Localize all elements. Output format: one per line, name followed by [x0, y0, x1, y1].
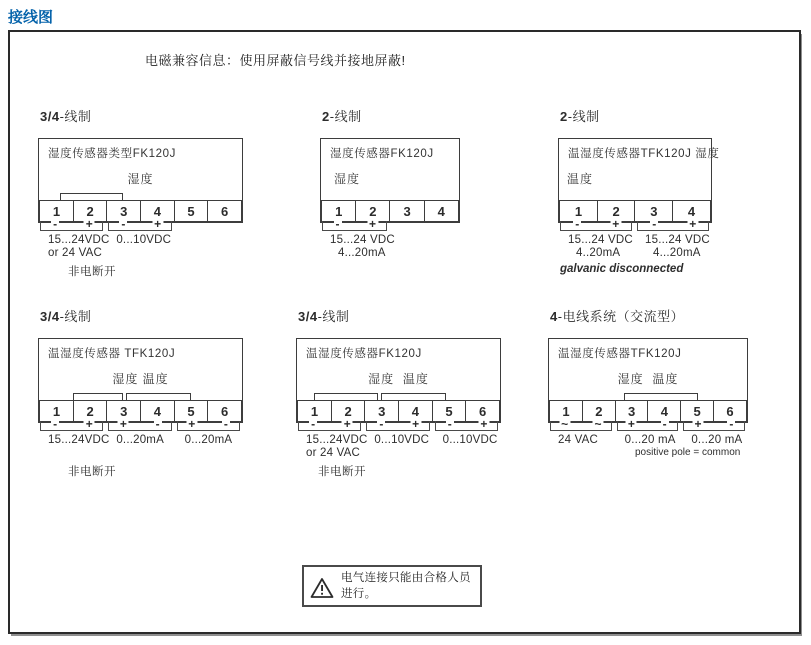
polarity-sign: +: [85, 217, 93, 231]
page-title: 接线图: [8, 9, 54, 26]
warning-triangle-icon: [310, 577, 334, 599]
diagram-note: galvanic disconnected: [560, 263, 684, 275]
sensor-box: [548, 338, 748, 423]
terminal-1: 1: [297, 400, 332, 422]
terminal-6: 6: [713, 400, 747, 422]
polarity-sign: ~: [594, 417, 602, 431]
polarity-sign: -: [335, 217, 340, 231]
terminal-3: 3: [106, 400, 141, 422]
sensor-box-title: 湿度传感器类型FK120J: [48, 148, 176, 160]
diagram-heading-prefix: 2: [322, 109, 330, 124]
channel-label: 湿度 温度: [112, 372, 169, 386]
diagram-note: 非电断开: [318, 466, 366, 478]
diagram-note: 非电断开: [68, 266, 116, 278]
supply-label: 4...20mA: [338, 247, 386, 259]
connection-annotations: [38, 417, 243, 491]
diagram-heading-suffix: -电线系统（交流型）: [557, 309, 685, 324]
terminal-1: 1: [559, 200, 598, 222]
diagram-heading: [40, 306, 91, 325]
diagram-heading-suffix: -线制: [59, 109, 92, 124]
connection-annotations: [548, 417, 748, 491]
terminal-4: 4: [140, 400, 175, 422]
diagram-heading-prefix: 2: [560, 109, 568, 124]
supply-label: 0...10VDC: [442, 434, 498, 446]
terminal-1: 1: [39, 400, 74, 422]
polarity-sign: -: [53, 417, 58, 431]
polarity-sign: +: [689, 217, 697, 231]
polarity-sign: +: [343, 417, 351, 431]
terminal-2: 2: [597, 200, 636, 222]
sensor-box-title: 温湿度传感器FK120J: [306, 348, 422, 360]
terminal-2: 2: [73, 400, 108, 422]
wiring-diagram: [38, 306, 243, 491]
polarity-sign: -: [223, 417, 228, 431]
supply-label: 0...20 mA: [624, 434, 676, 446]
polarity-sign: -: [53, 217, 58, 231]
diagram-note: 非电断开: [68, 466, 116, 478]
sensor-box: [38, 338, 243, 423]
polarity-sign: +: [368, 217, 377, 231]
wiring-diagram: [38, 106, 243, 291]
polarity-sign: -: [652, 217, 657, 231]
terminal-strip: [39, 400, 242, 422]
terminal-strip: [321, 200, 459, 222]
terminal-2: 2: [582, 400, 616, 422]
supply-label: 0...20 mA: [691, 434, 743, 446]
terminal-6: 6: [465, 400, 500, 422]
polarity-sign: ~: [561, 417, 569, 431]
supply-label: 15...24VDC: [48, 434, 110, 446]
supply-label: 0...10VDC: [116, 234, 172, 246]
channel-label: 湿度: [127, 172, 154, 186]
channel-label: 湿度 温度: [617, 372, 679, 386]
supply-label: or 24 VAC: [48, 247, 102, 259]
terminal-4: 4: [647, 400, 681, 422]
sensor-box: [320, 138, 460, 223]
sensor-box-title: 温湿度传感器 TFK120J: [48, 348, 176, 360]
supply-label: 24 VAC: [558, 434, 598, 446]
diagram-heading: [550, 306, 684, 325]
terminal-strip: [297, 400, 500, 422]
connection-annotations: [296, 417, 501, 491]
supply-label: 4..20mA: [576, 247, 621, 259]
diagram-heading-prefix: 3/4: [40, 309, 60, 324]
diagram-heading: [40, 106, 91, 125]
terminal-2: 2: [73, 200, 108, 222]
polarity-sign: +: [119, 417, 127, 431]
warning-text: 电气连接只能由合格人员进行。: [341, 572, 471, 600]
terminal-1: 1: [39, 200, 74, 222]
terminal-3: 3: [634, 200, 673, 222]
polarity-sign: +: [85, 417, 93, 431]
diagram-heading-suffix: -线制: [329, 109, 362, 124]
polarity-sign: +: [412, 417, 420, 431]
terminal-3: 3: [364, 400, 399, 422]
terminal-3: 3: [106, 200, 141, 222]
polarity-sign: -: [729, 417, 734, 431]
terminal-6: 6: [207, 200, 242, 222]
supply-label: 15...24VDC: [48, 234, 110, 246]
terminal-2: 2: [331, 400, 366, 422]
polarity-sign: -: [575, 217, 580, 231]
polarity-sign: +: [612, 217, 620, 231]
sensor-box-title: 温湿度传感器TFK120J 湿度: [568, 148, 720, 160]
supply-label: 4...20mA: [653, 247, 701, 259]
diagram-heading-suffix: -线制: [317, 309, 350, 324]
terminal-5: 5: [432, 400, 467, 422]
wiring-diagram: [558, 106, 720, 291]
channel-label: 湿度 温度: [368, 372, 429, 386]
wiring-diagram: [296, 306, 501, 491]
terminal-strip: [549, 400, 747, 422]
channel-label: 温度: [567, 172, 594, 186]
polarity-sign: +: [154, 217, 162, 231]
supply-label: 0...20mA: [116, 434, 164, 446]
wiring-diagram: [320, 106, 460, 291]
terminal-5: 5: [174, 400, 209, 422]
channel-label: 湿度: [334, 172, 361, 186]
terminal-2: 2: [355, 200, 390, 222]
polarity-sign: -: [662, 417, 667, 431]
terminal-strip: [39, 200, 242, 222]
terminal-4: 4: [140, 200, 175, 222]
diagram-heading-suffix: -线制: [567, 109, 600, 124]
terminal-3: 3: [389, 200, 424, 222]
diagram-heading: [298, 306, 349, 325]
supply-label: 15...24 VDC: [330, 234, 395, 246]
terminal-1: 1: [549, 400, 583, 422]
sensor-box: [558, 138, 720, 223]
terminal-4: 4: [424, 200, 459, 222]
polarity-sign: -: [311, 417, 316, 431]
supply-label: 15...24VDC: [306, 434, 368, 446]
polarity-sign: +: [694, 417, 702, 431]
terminal-1: 1: [321, 200, 356, 222]
diagram-heading-suffix: -线制: [59, 309, 92, 324]
diagram-heading-prefix: 4: [550, 309, 558, 324]
diagram-heading-prefix: 3/4: [298, 309, 318, 324]
connection-annotations: [320, 217, 460, 291]
warning-box: [302, 565, 482, 607]
supply-label: 0...20mA: [184, 434, 233, 446]
terminal-6: 6: [207, 400, 242, 422]
polarity-sign: +: [188, 417, 196, 431]
terminal-5: 5: [174, 200, 209, 222]
wiring-diagram: [548, 306, 748, 491]
sensor-box: [296, 338, 501, 423]
terminal-5: 5: [680, 400, 714, 422]
diagram-heading: [560, 106, 600, 125]
supply-label: 15...24 VDC: [568, 234, 633, 246]
polarity-sign: +: [627, 417, 635, 431]
connection-annotations: [558, 217, 712, 291]
terminal-4: 4: [398, 400, 433, 422]
connection-annotations: [38, 217, 243, 291]
polarity-sign: -: [447, 417, 452, 431]
sensor-box-title: 湿度传感器FK120J: [330, 148, 434, 160]
terminal-4: 4: [672, 200, 711, 222]
terminal-3: 3: [615, 400, 649, 422]
polarity-sign: -: [379, 417, 384, 431]
polarity-sign: -: [121, 217, 126, 231]
sensor-box-title: 温湿度传感器TFK120J: [558, 348, 682, 360]
diagram-heading: [322, 106, 362, 125]
polarity-sign: -: [155, 417, 160, 431]
supply-label: 15...24 VDC: [645, 234, 710, 246]
diagram-heading-prefix: 3/4: [40, 109, 60, 124]
supply-label: 0...10VDC: [374, 434, 430, 446]
polarity-sign: +: [480, 417, 488, 431]
diagram-subnote: positive pole = common: [635, 447, 741, 458]
supply-label: or 24 VAC: [306, 447, 360, 459]
emc-note: 电磁兼容信息：使用屏蔽信号线并接地屏蔽!: [145, 53, 406, 68]
sensor-box: [38, 138, 243, 223]
